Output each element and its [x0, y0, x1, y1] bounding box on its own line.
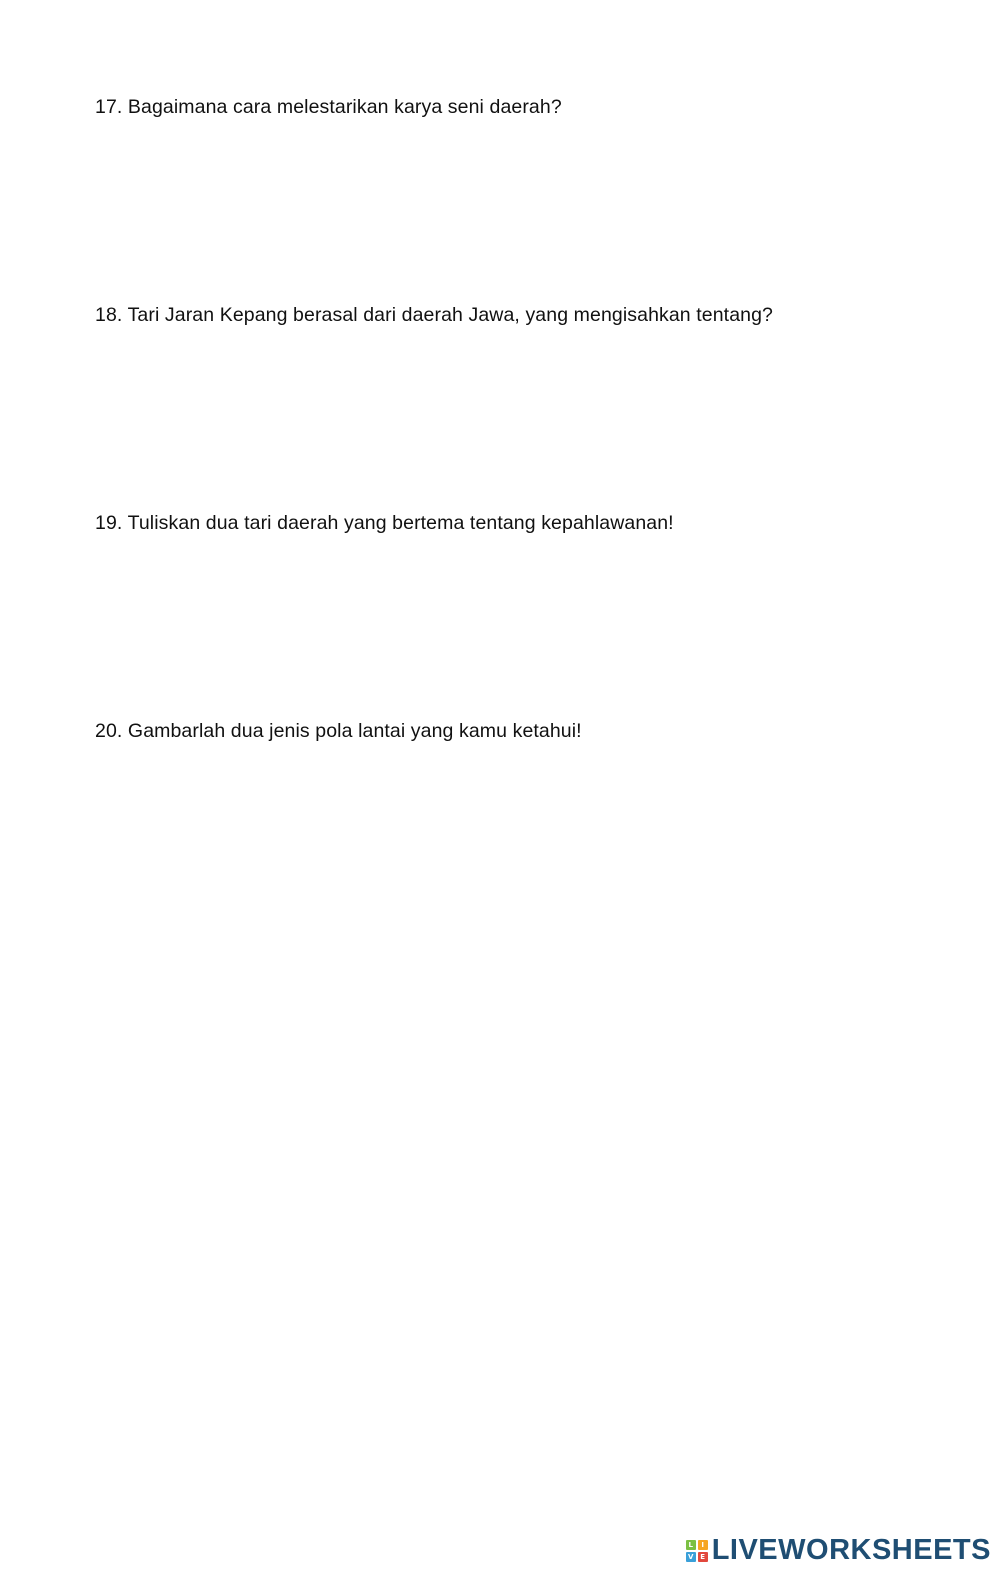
- question-20: 20. Gambarlah dua jenis pola lantai yang kamu ketahui!: [95, 720, 582, 742]
- logo-tile-l: L: [686, 1540, 696, 1550]
- question-18: 18. Tari Jaran Kepang berasal dari daerah Jawa, yang mengisahkan tentang?: [95, 304, 773, 326]
- liveworksheets-brand: [686, 1536, 991, 1564]
- question-19: 19. Tuliskan dua tari daerah yang bertema tentang kepahlawanan!: [95, 512, 674, 534]
- question-17: 17. Bagaimana cara melestarikan karya seni daerah?: [95, 96, 562, 118]
- logo-tile-v: V: [686, 1552, 696, 1562]
- brand-wordmark: LIVEWORKSHEETS: [711, 1534, 991, 1566]
- liveworksheets-logo-icon: [686, 1540, 708, 1562]
- logo-tile-i: I: [698, 1540, 708, 1550]
- logo-tile-e: E: [698, 1552, 708, 1562]
